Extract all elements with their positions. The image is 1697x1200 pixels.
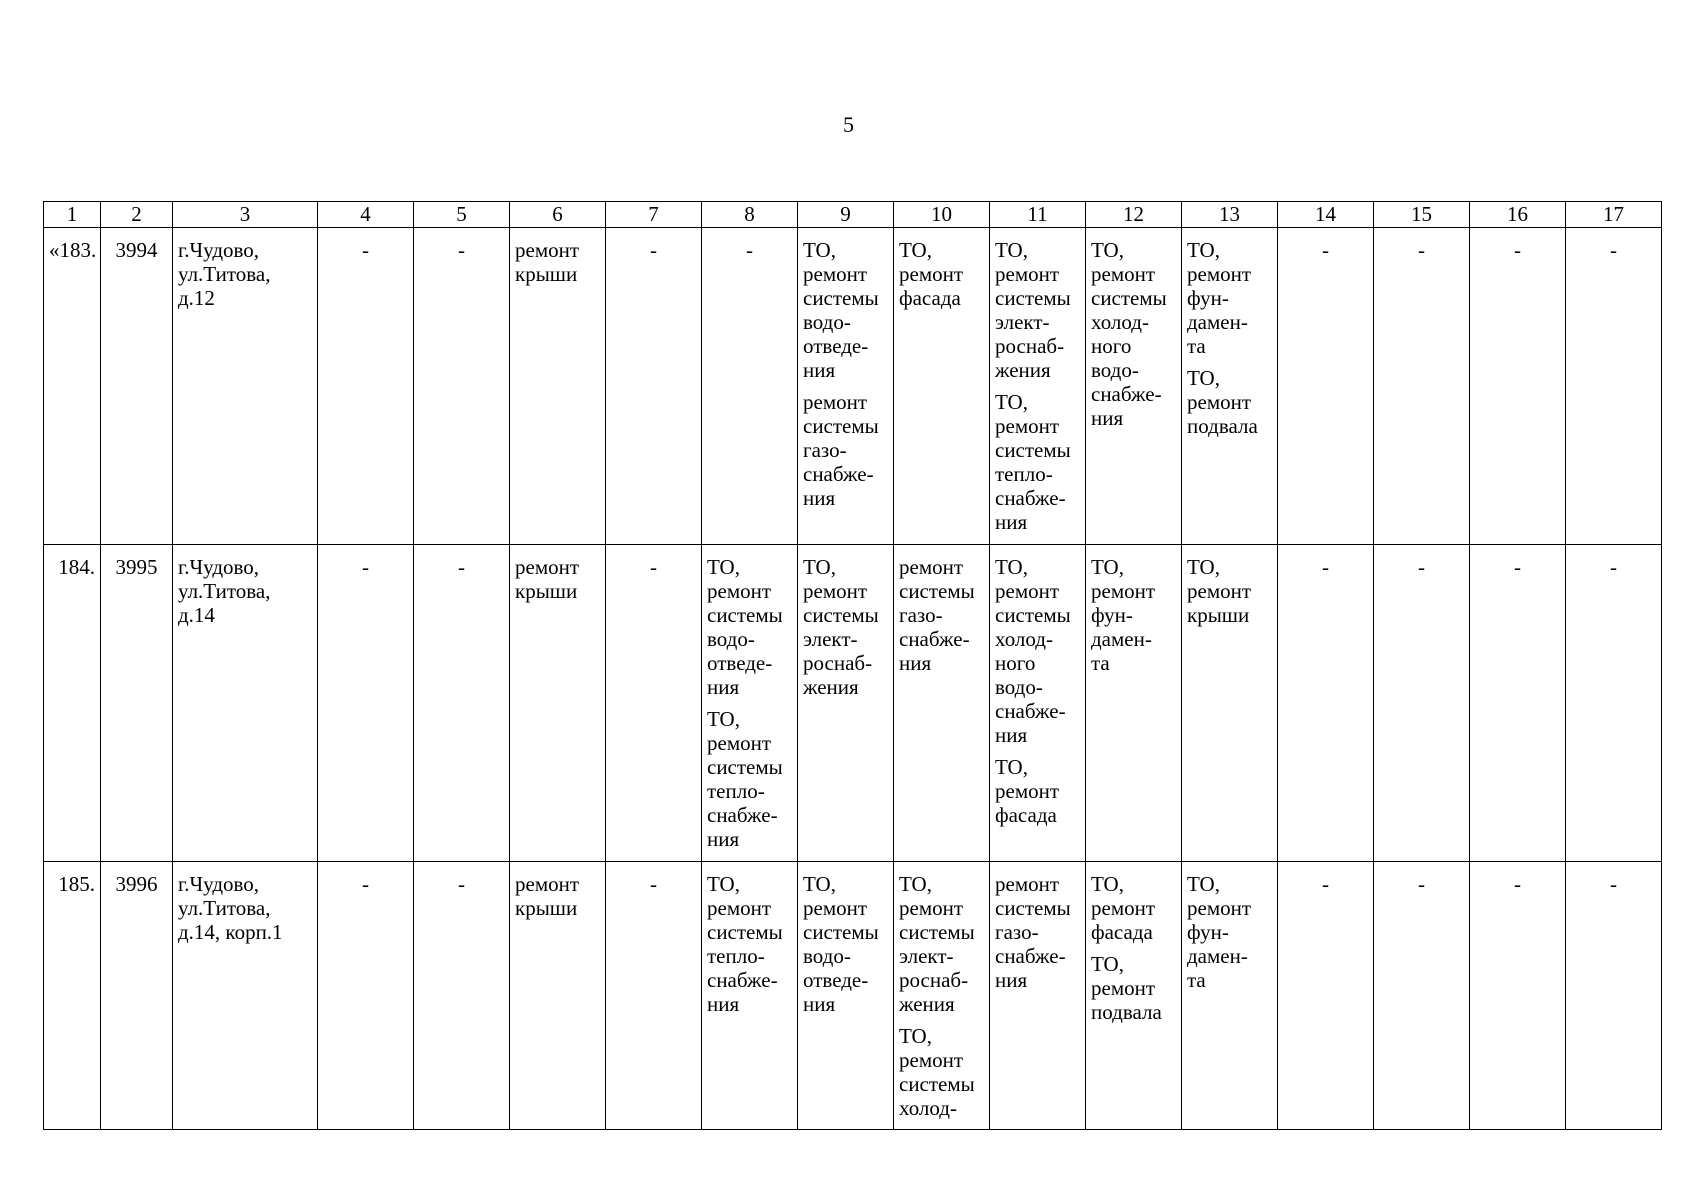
column-header-7: 7 [606, 202, 702, 228]
cell-col-8 [702, 545, 798, 862]
work-item-line: фун- [1091, 603, 1133, 627]
row-number-cell: «183. [44, 228, 101, 545]
address-line: д.14, корп.1 [178, 920, 283, 944]
work-item-line: ного [995, 651, 1036, 675]
work-item [1187, 555, 1272, 627]
work-item-line: снабже- [995, 699, 1066, 723]
column-header-2: 2 [101, 202, 173, 228]
work-item-line: роснаб- [803, 651, 873, 675]
work-item [995, 872, 1080, 992]
column-header-11: 11 [990, 202, 1086, 228]
work-item-line: ремонт [1187, 579, 1252, 603]
work-item [1187, 366, 1272, 438]
address-line: г.Чудово, [178, 238, 260, 262]
work-item [803, 555, 888, 699]
work-item-line: ния [899, 651, 932, 675]
work-item-line: тепло- [995, 462, 1053, 486]
work-item-line: ТО, [1091, 872, 1124, 896]
work-item-line: тепло- [707, 944, 765, 968]
cell-col-6 [510, 862, 606, 1130]
work-item-line: ремонт [899, 555, 964, 579]
work-item-line: фун- [1187, 286, 1229, 310]
work-item-line: ния [707, 992, 740, 1016]
cell-col-12 [1086, 545, 1182, 862]
work-item-line: снабже- [1091, 382, 1162, 406]
work-item [995, 238, 1080, 382]
work-item-line: снабже- [803, 462, 874, 486]
work-item [995, 555, 1080, 747]
page-number: 5 [843, 112, 854, 137]
cell-col-15: - [1374, 545, 1470, 862]
work-item-line: ремонт [899, 896, 964, 920]
work-item-line: газо- [803, 438, 847, 462]
cell-col-4: - [318, 228, 414, 545]
cell-col-10 [894, 228, 990, 545]
work-item-line: ТО, [995, 555, 1028, 579]
column-header-13: 13 [1182, 202, 1278, 228]
cell-col-11 [990, 228, 1086, 545]
work-item-line: ТО, [995, 390, 1028, 414]
work-item-line: водо- [1091, 358, 1139, 382]
column-header-8: 8 [702, 202, 798, 228]
object-code-cell: 3995 [101, 545, 173, 862]
work-item-line: холод- [1091, 310, 1149, 334]
work-item-line: отведе- [803, 334, 869, 358]
cell-col-6 [510, 545, 606, 862]
cell-col-15: - [1374, 862, 1470, 1130]
work-item-line: системы [803, 603, 879, 627]
work-item-line: системы [899, 920, 975, 944]
work-item-line: отведе- [803, 968, 869, 992]
table-row [44, 862, 1662, 1130]
work-item-line: ремонт [707, 731, 772, 755]
work-item-line: крыши [515, 579, 578, 603]
work-item-line: дамен- [1091, 627, 1152, 651]
work-item-line: ремонт [1187, 896, 1252, 920]
work-item-line: системы [707, 920, 783, 944]
work-item-line: ремонт [803, 262, 868, 286]
work-item-line: жения [899, 992, 955, 1016]
work-item-line: ного [1091, 334, 1132, 358]
work-item-line: ТО, [1187, 366, 1220, 390]
work-item-line: ТО, [899, 872, 932, 896]
work-item-line: ТО, [1091, 555, 1124, 579]
column-header-3: 3 [173, 202, 318, 228]
work-item [803, 872, 888, 1016]
work-item-line: ремонт [899, 1048, 964, 1072]
column-header-14: 14 [1278, 202, 1374, 228]
work-item-line: жения [995, 358, 1051, 382]
work-item-line: ТО, [707, 707, 740, 731]
row-number-cell: 184. [44, 545, 101, 862]
cell-col-14: - [1278, 545, 1374, 862]
work-item-line: системы [803, 414, 879, 438]
work-item-line: снабже- [707, 803, 778, 827]
work-item-line: элект- [899, 944, 954, 968]
work-item-line: дамен- [1187, 310, 1248, 334]
cell-col-12 [1086, 862, 1182, 1130]
header-row [44, 202, 1662, 228]
work-item-line: ния [707, 675, 740, 699]
work-item-line: ТО, [803, 238, 836, 262]
work-item-line: системы [1091, 286, 1167, 310]
work-item-line: ТО, [899, 1024, 932, 1048]
work-item-line: системы [995, 603, 1071, 627]
address-line: ул.Титова, [178, 262, 271, 286]
work-item-line: холод- [995, 627, 1053, 651]
work-item-line: системы [707, 603, 783, 627]
address-line: ул.Титова, [178, 896, 271, 920]
work-item-line: ния [995, 968, 1028, 992]
work-item-line: подвала [1091, 1000, 1162, 1024]
work-item-line: ремонт [995, 872, 1060, 896]
cell-col-4: - [318, 545, 414, 862]
address-cell [173, 228, 318, 545]
cell-col-13 [1182, 228, 1278, 545]
work-item [803, 238, 888, 382]
work-item-line: подвала [1187, 414, 1258, 438]
work-item-line: фасада [995, 803, 1057, 827]
work-item-line: ния [803, 992, 836, 1016]
work-item-line: ТО, [1187, 555, 1220, 579]
work-item-line: системы [803, 920, 879, 944]
work-item [515, 238, 600, 286]
work-item-line: ремонт [707, 896, 772, 920]
work-item-line: ТО, [1187, 872, 1220, 896]
repair-schedule-table [43, 201, 1662, 1130]
work-item-line: системы [995, 438, 1071, 462]
work-item-line: отведе- [707, 651, 773, 675]
work-item-line: водо- [803, 310, 851, 334]
cell-col-13 [1182, 545, 1278, 862]
object-code-cell: 3994 [101, 228, 173, 545]
work-item-line: системы [707, 755, 783, 779]
work-item-line: фасада [899, 286, 961, 310]
work-item-line: снабже- [995, 486, 1066, 510]
address-cell [173, 862, 318, 1130]
work-item [707, 872, 792, 1016]
work-item-line: ремонт [899, 262, 964, 286]
work-item-line: ния [803, 486, 836, 510]
work-item [1091, 952, 1176, 1024]
work-item-line: тепло- [707, 779, 765, 803]
work-item-line: ТО, [1187, 238, 1220, 262]
work-item-line: ремонт [707, 579, 772, 603]
work-item-line: системы [995, 286, 1071, 310]
work-item [1091, 555, 1176, 675]
work-item [899, 1024, 984, 1120]
work-item-line: ния [995, 510, 1028, 534]
address-line: г.Чудово, [178, 555, 260, 579]
work-item-line: ния [995, 723, 1028, 747]
work-item-line: та [1187, 968, 1206, 992]
work-item-line: ремонт [995, 579, 1060, 603]
cell-col-7: - [606, 862, 702, 1130]
work-item-line: газо- [899, 603, 943, 627]
work-item [1091, 238, 1176, 430]
cell-col-6 [510, 228, 606, 545]
table-row [44, 545, 1662, 862]
cell-col-5: - [414, 862, 510, 1130]
cell-col-16: - [1470, 545, 1566, 862]
work-item-line: системы [803, 286, 879, 310]
cell-col-17: - [1566, 545, 1662, 862]
column-header-4: 4 [318, 202, 414, 228]
work-item-line: водо- [803, 944, 851, 968]
work-item-line: ремонт [803, 390, 868, 414]
work-item-line: роснаб- [995, 334, 1065, 358]
cell-col-10 [894, 545, 990, 862]
column-header-15: 15 [1374, 202, 1470, 228]
work-item [707, 707, 792, 851]
work-item-line: ремонт [1187, 262, 1252, 286]
work-item [899, 555, 984, 675]
work-item-line: та [1091, 651, 1110, 675]
work-item-line: ТО, [995, 238, 1028, 262]
row-number-cell: 185. [44, 862, 101, 1130]
work-item-line: ремонт [515, 238, 580, 262]
work-item [803, 390, 888, 510]
column-header-10: 10 [894, 202, 990, 228]
cell-col-14: - [1278, 862, 1374, 1130]
cell-col-4: - [318, 862, 414, 1130]
work-item-line: крыши [515, 896, 578, 920]
work-item-line: ния [1091, 406, 1124, 430]
work-item-line: ТО, [803, 555, 836, 579]
column-header-17: 17 [1566, 202, 1662, 228]
object-code-cell: 3996 [101, 862, 173, 1130]
column-header-1: 1 [44, 202, 101, 228]
column-header-6: 6 [510, 202, 606, 228]
work-item-line: системы [899, 1072, 975, 1096]
work-item-line: ремонт [515, 555, 580, 579]
address-cell [173, 545, 318, 862]
cell-col-10 [894, 862, 990, 1130]
cell-col-8 [702, 862, 798, 1130]
work-item-line: ремонт [803, 896, 868, 920]
work-item [707, 555, 792, 699]
work-item [515, 555, 600, 603]
work-item [1091, 872, 1176, 944]
cell-col-9 [798, 862, 894, 1130]
work-item-line: ТО, [803, 872, 836, 896]
work-item-line: ремонт [1091, 976, 1156, 1000]
work-item-line: системы [995, 896, 1071, 920]
work-item-line: ТО, [707, 872, 740, 896]
cell-col-11 [990, 862, 1086, 1130]
work-item [515, 872, 600, 920]
work-item-line: ния [707, 827, 740, 851]
cell-col-9 [798, 545, 894, 862]
column-header-5: 5 [414, 202, 510, 228]
work-item-line: ремонт [995, 779, 1060, 803]
work-item-line: элект- [995, 310, 1050, 334]
work-item-line: водо- [995, 675, 1043, 699]
work-item [995, 390, 1080, 534]
cell-col-12 [1086, 228, 1182, 545]
column-header-12: 12 [1086, 202, 1182, 228]
cell-col-7: - [606, 228, 702, 545]
address-line: г.Чудово, [178, 872, 260, 896]
work-item-line: холод- [899, 1096, 957, 1120]
work-item [899, 872, 984, 1016]
work-item-line: ТО, [1091, 238, 1124, 262]
work-item [1187, 238, 1272, 358]
work-item-line: дамен- [1187, 944, 1248, 968]
work-item-line: снабже- [899, 627, 970, 651]
cell-col-15: - [1374, 228, 1470, 545]
work-item-line: системы [899, 579, 975, 603]
work-item-line: снабже- [995, 944, 1066, 968]
work-item-line: роснаб- [899, 968, 969, 992]
column-header-9: 9 [798, 202, 894, 228]
cell-col-14: - [1278, 228, 1374, 545]
work-item-line: жения [803, 675, 859, 699]
work-item-line: водо- [707, 627, 755, 651]
work-item-line: ТО, [899, 238, 932, 262]
cell-col-9 [798, 228, 894, 545]
cell-col-11 [990, 545, 1086, 862]
work-item-line: элект- [803, 627, 858, 651]
work-item-line: ремонт [803, 579, 868, 603]
cell-col-8: - [702, 228, 798, 545]
work-item-line: ремонт [995, 414, 1060, 438]
cell-col-17: - [1566, 228, 1662, 545]
work-item-line: ремонт [1091, 579, 1156, 603]
work-item-line: фун- [1187, 920, 1229, 944]
cell-col-7: - [606, 545, 702, 862]
work-item [995, 755, 1080, 827]
work-item-line: ремонт [1091, 896, 1156, 920]
cell-col-5: - [414, 545, 510, 862]
cell-col-5: - [414, 228, 510, 545]
work-item-line: ТО, [1091, 952, 1124, 976]
work-item [899, 238, 984, 310]
work-item-line: ремонт [1187, 390, 1252, 414]
address-line: ул.Титова, [178, 579, 271, 603]
work-item-line: ремонт [515, 872, 580, 896]
work-item-line: ремонт [995, 262, 1060, 286]
table-row [44, 228, 1662, 545]
work-item-line: крыши [1187, 603, 1250, 627]
work-item [1187, 872, 1272, 992]
work-item-line: та [1187, 334, 1206, 358]
work-item-line: газо- [995, 920, 1039, 944]
cell-col-17: - [1566, 862, 1662, 1130]
work-item-line: снабже- [707, 968, 778, 992]
work-item-line: ТО, [707, 555, 740, 579]
address-line: д.14 [178, 603, 215, 627]
cell-col-16: - [1470, 862, 1566, 1130]
cell-col-13 [1182, 862, 1278, 1130]
address-line: д.12 [178, 286, 215, 310]
work-item-line: фасада [1091, 920, 1153, 944]
column-header-16: 16 [1470, 202, 1566, 228]
cell-col-16: - [1470, 228, 1566, 545]
work-item-line: ТО, [995, 755, 1028, 779]
work-item-line: крыши [515, 262, 578, 286]
work-item-line: ния [803, 358, 836, 382]
work-item-line: ремонт [1091, 262, 1156, 286]
